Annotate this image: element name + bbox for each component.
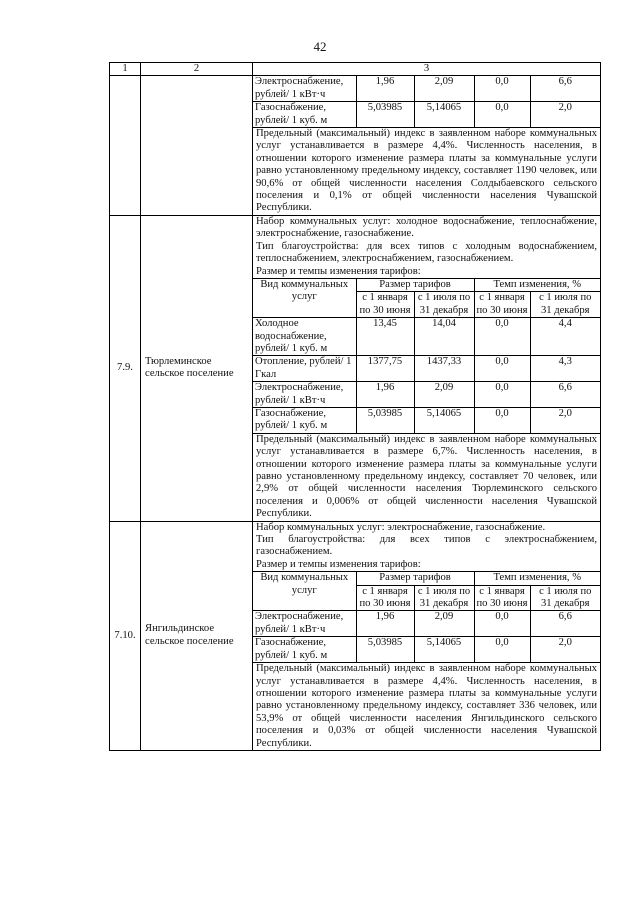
temp-jan: 0,0: [474, 407, 530, 433]
service-name: Отопление, рублей/ 1 Гкал: [253, 356, 356, 382]
subtable-header-row: [253, 278, 600, 291]
temp-jul: 4,3: [530, 356, 600, 382]
table-row: [253, 76, 600, 101]
services-set: Набор коммунальных услуг: холодное водоснабжение, теплоснабжение, электроснабжение, газоснабжение.: [256, 215, 597, 240]
tariff-size-label: Размер и темпы изменения тарифов:: [256, 558, 421, 570]
tariff-jan: 1,96: [356, 611, 414, 637]
service-name: Газоснабжение, рублей/ 1 куб. м: [253, 637, 356, 663]
continuation-row: [110, 76, 601, 215]
table-row: [253, 407, 600, 433]
period-header: с 1 января по 30 июня: [356, 292, 414, 318]
tariff-subtable: [253, 571, 600, 663]
tariff-jan: 1,96: [356, 76, 414, 101]
tariff-jan: 5,03985: [356, 102, 414, 128]
tariff-header: Размер тарифов: [356, 278, 474, 291]
service-name: Газоснабжение, рублей/ 1 куб. м: [253, 102, 356, 128]
tariff-jul: 5,14065: [414, 637, 474, 663]
table-row: [253, 318, 600, 356]
period-header: с 1 июля по 31 декабря: [414, 292, 474, 318]
settlement-name: Тюрлеминское сельское поселение: [141, 215, 253, 521]
temp-header: Темп изменения, %: [474, 278, 600, 291]
header-col-1: 1: [110, 63, 141, 76]
tariff-jul: 2,09: [414, 76, 474, 101]
temp-jan: 0,0: [474, 318, 530, 356]
temp-header: Темп изменения, %: [474, 572, 600, 585]
tariff-jan: 1,96: [356, 382, 414, 408]
services-set: Набор коммунальных услуг: электроснабжение, газоснабжение.: [256, 521, 546, 533]
temp-jan: 0,0: [474, 382, 530, 408]
period-header: с 1 января по 30 июня: [356, 585, 414, 611]
tariff-header: Размер тарифов: [356, 572, 474, 585]
improvement-type: Тип благоустройства: для всех типов с электроснабжением, газоснабжением.: [256, 534, 597, 558]
entry-row: [110, 521, 601, 750]
tariff-jul: 5,14065: [414, 407, 474, 433]
temp-jul: 2,0: [530, 407, 600, 433]
table-row: [253, 637, 600, 663]
tariff-jul: 1437,33: [414, 356, 474, 382]
table-row: [253, 611, 600, 637]
temp-jan: 0,0: [474, 356, 530, 382]
service-name: Электроснабжение, рублей/ 1 кВт·ч: [253, 76, 356, 101]
index-paragraph: Предельный (максимальный) индекс в заявленном наборе коммунальных услуг устанавливается в размере 4,4%. Численность населения, в отношении которого изменение размера платы за коммунальные услуги равно установленному предельному индексу, составляет 336 человек, или 53,9% от общей численности населения Янгильдинского сельского поселения и 0,03% от общей численности населения Чувашской Республики.: [256, 663, 597, 749]
period-header: с 1 июля по 31 декабря: [414, 585, 474, 611]
tariff-size-label: Размер и темпы изменения тарифов:: [256, 265, 421, 277]
improvement-type: Тип благоустройства: для всех типов с холодным водоснабжением, теплоснабжением, электроснабжением, газоснабжением.: [256, 240, 597, 265]
period-header: с 1 января по 30 июня: [474, 585, 530, 611]
tariff-jul: 2,09: [414, 382, 474, 408]
tariff-jul: 2,09: [414, 611, 474, 637]
tariff-table: [109, 62, 601, 751]
subtable-header-row: [253, 572, 600, 585]
temp-jul: 6,6: [530, 611, 600, 637]
tariff-jul: 5,14065: [414, 102, 474, 128]
vid-header: Вид коммунальных услуг: [253, 572, 356, 611]
index-paragraph: Предельный (максимальный) индекс в заявленном наборе коммунальных услуг устанавливается в размере 6,7%. Численность населения, в отношении которого изменение размера платы за коммунальные услуги равно установленному предельному индексу, составляет 70 человек, или 2,9% от общей численности населения Тюрлеминского сельского поселения и 0,006% от общей численности населения Чувашской Республики.: [256, 433, 597, 520]
temp-jul: 2,0: [530, 637, 600, 663]
service-name: Газоснабжение, рублей/ 1 куб. м: [253, 407, 356, 433]
entry-row: [110, 215, 601, 521]
tariff-jul: 14,04: [414, 318, 474, 356]
table-row: [253, 102, 600, 128]
temp-jul: 6,6: [530, 76, 600, 101]
service-name: Электроснабжение, рублей/ 1 кВт·ч: [253, 382, 356, 408]
tariff-jan: 13,45: [356, 318, 414, 356]
temp-jul: 4,4: [530, 318, 600, 356]
header-col-3: 3: [253, 63, 601, 76]
service-name: Электроснабжение, рублей/ 1 кВт·ч: [253, 611, 356, 637]
temp-jan: 0,0: [474, 637, 530, 663]
vid-header: Вид коммунальных услуг: [253, 278, 356, 317]
page-number: 42: [313, 39, 327, 54]
temp-jul: 6,6: [530, 382, 600, 408]
tariff-subtable: [253, 278, 600, 434]
table-row: [253, 356, 600, 382]
tariff-jan: 1377,75: [356, 356, 414, 382]
temp-jul: 2,0: [530, 102, 600, 128]
period-header: с 1 января по 30 июня: [474, 292, 530, 318]
header-row: [110, 63, 601, 76]
temp-jan: 0,0: [474, 76, 530, 101]
header-col-2: 2: [141, 63, 253, 76]
temp-jan: 0,0: [474, 611, 530, 637]
service-name: Холодное водоснабжение, рублей/ 1 куб. м: [253, 318, 356, 356]
table-row: [253, 382, 600, 408]
period-header: с 1 июля по 31 декабря: [530, 292, 600, 318]
period-header: с 1 июля по 31 декабря: [530, 585, 600, 611]
settlement-name: Янгильдинское сельское поселение: [141, 521, 253, 750]
entry-number: 7.9.: [110, 215, 141, 521]
tariff-jan: 5,03985: [356, 637, 414, 663]
index-paragraph: Предельный (максимальный) индекс в заявленном наборе коммунальных услуг устанавливается в размере 4,4%. Численность населения, в отношении которого изменение размера платы за коммунальные услуги равно установленному предельному индексу, составляет 1190 человек, или 90,6% от общей численности населения Солдыбаевского сельского поселения и 0,1% от общей численности населения Чувашской Республики.: [256, 128, 597, 214]
entry-number: 7.10.: [110, 521, 141, 750]
tariff-jan: 5,03985: [356, 407, 414, 433]
continuation-tariff-table: [253, 76, 600, 128]
temp-jan: 0,0: [474, 102, 530, 128]
